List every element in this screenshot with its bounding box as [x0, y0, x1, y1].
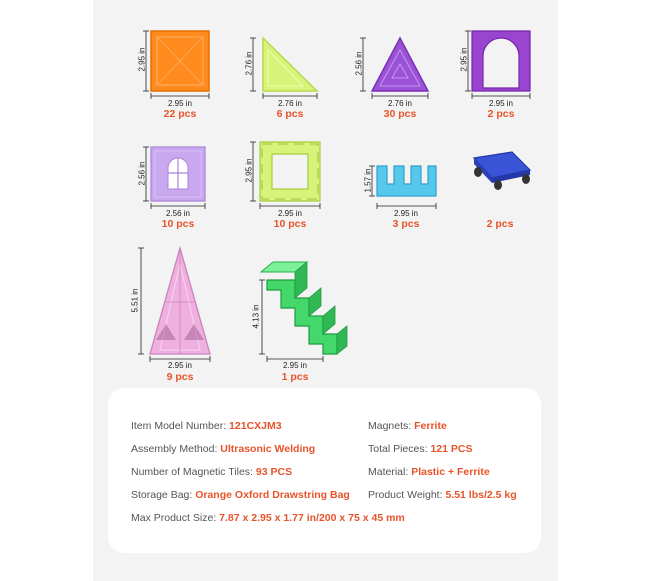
piece-count: 30 pcs [383, 108, 417, 120]
piece-width-label: 2.95 in [167, 99, 193, 108]
piece-count: 9 pcs [166, 371, 194, 383]
piece-right-triangle [245, 28, 325, 128]
piece-count: 6 pcs [276, 108, 304, 120]
piece-width-label: 2.76 in [277, 99, 303, 108]
piece-equilateral-triangle [355, 28, 435, 128]
piece-width-label: 2.95 in [277, 209, 303, 218]
piece-count: 10 pcs [161, 218, 195, 230]
spec-magnetic-tiles [131, 466, 292, 478]
piece-width-label: 2.95 in [488, 99, 514, 108]
piece-height-label: 4.13 in [251, 304, 261, 329]
piece-arch [460, 28, 540, 128]
piece-height-label: 1.57 in [363, 168, 373, 193]
spec-max-product-size [131, 512, 405, 524]
spec-product-weight [368, 489, 517, 501]
spec-value: Ultrasonic Welding [220, 443, 316, 455]
spec-item-model-number [131, 420, 282, 432]
piece-height-label: 5.51 in [130, 288, 140, 313]
piece-height-label: 2.95 in [137, 47, 147, 72]
spec-label: Product Weight: [368, 489, 443, 501]
piece-count: 10 pcs [273, 218, 307, 230]
spec-label: Total Pieces: [368, 443, 428, 455]
piece-width-label: 2.95 in [393, 209, 419, 218]
piece-comb [363, 140, 446, 240]
spec-label: Magnets: [368, 420, 412, 432]
piece-count: 22 pcs [163, 108, 197, 120]
piece-height-label: 2.56 in [354, 51, 364, 76]
spec-label: Storage Bag: [131, 489, 193, 501]
spec-value: 5.51 lbs/2.5 kg [445, 489, 517, 501]
piece-square [138, 28, 218, 128]
piece-height-label: 2.95 in [459, 47, 469, 72]
spec-material [368, 466, 490, 478]
piece-frame [245, 140, 325, 240]
spec-label: Material: [368, 466, 409, 478]
piece-width-label: 2.56 in [165, 209, 191, 218]
spec-value: 93 PCS [255, 466, 293, 478]
piece-width-label: 2.76 in [387, 99, 413, 108]
piece-height-label: 2.95 in [244, 158, 254, 183]
spec-label: Item Model Number: [131, 420, 227, 432]
spec-magnets [368, 420, 447, 432]
spec-storage-bag [131, 489, 350, 501]
piece-window [138, 140, 218, 240]
piece-height-label: 2.76 in [244, 51, 254, 76]
spec-value: Ferrite [414, 420, 447, 432]
piece-stairs [243, 258, 353, 389]
spec-label: Assembly Method: [131, 443, 218, 455]
piece-count: 1 pcs [281, 371, 309, 383]
piece-tall-triangle [130, 244, 220, 389]
spec-value: Plastic + Ferrite [411, 466, 490, 478]
spec-value: 7.87 x 2.95 x 1.77 in/200 x 75 x 45 mm [219, 512, 405, 524]
piece-count: 3 pcs [392, 218, 420, 230]
spec-assembly-method [131, 443, 315, 455]
spec-value: 121 PCS [430, 443, 473, 455]
piece-height-label: 2.56 in [137, 161, 147, 186]
spec-value: Orange Oxford Drawstring Bag [195, 489, 350, 501]
spec-label: Number of Magnetic Tiles: [131, 466, 253, 478]
piece-width-label: 2.95 in [282, 361, 308, 370]
piece-count: 2 pcs [486, 218, 514, 230]
spec-total-pieces [368, 443, 472, 455]
piece-count: 2 pcs [487, 108, 515, 120]
spec-label: Max Product Size: [131, 512, 217, 524]
piece-width-label: 2.95 in [167, 361, 193, 370]
piece-car [468, 150, 538, 240]
spec-value: 121CXJM3 [229, 420, 282, 432]
